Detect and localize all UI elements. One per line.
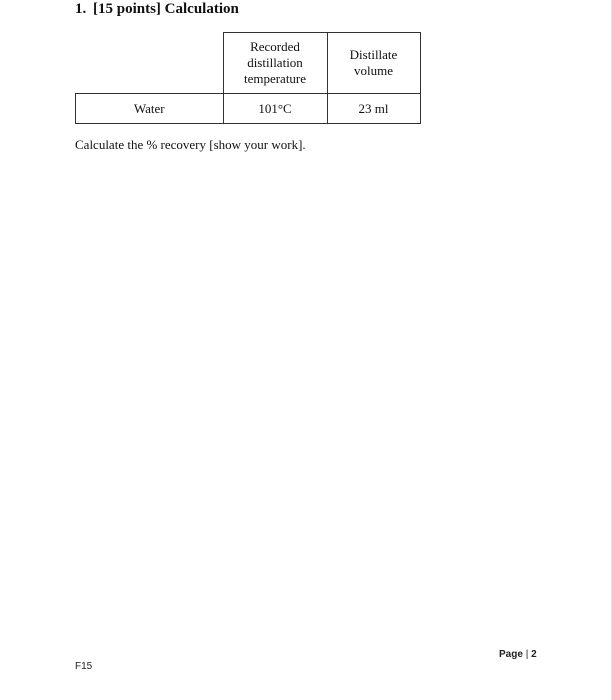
question-title: [15 points] Calculation	[93, 1, 239, 17]
header-line: volume	[354, 63, 393, 78]
header-line: temperature	[243, 71, 307, 86]
table-header-row	[76, 33, 421, 94]
page-number-value: 2	[531, 649, 537, 660]
question-heading	[75, 1, 239, 18]
table-cell-substance: Water	[76, 94, 224, 124]
table-header-blank-cell	[76, 33, 224, 94]
table-header-temperature	[223, 33, 327, 94]
table-row	[76, 94, 421, 124]
page-label: Page	[499, 649, 523, 660]
header-line: Recorded	[250, 39, 300, 54]
header-line: Distillate	[349, 47, 398, 62]
table-cell-temperature: 101°C	[223, 94, 327, 124]
page-number	[499, 649, 537, 660]
question-prompt: Calculate the % recovery [show your work].	[75, 137, 306, 152]
footer-code: F15	[75, 661, 93, 672]
header-line: distillation	[247, 55, 303, 70]
table-header-volume	[327, 33, 420, 94]
page-separator: |	[525, 649, 529, 660]
distillation-table	[75, 32, 421, 124]
question-number: 1.	[75, 1, 87, 17]
table-cell-volume: 23 ml	[327, 94, 420, 124]
